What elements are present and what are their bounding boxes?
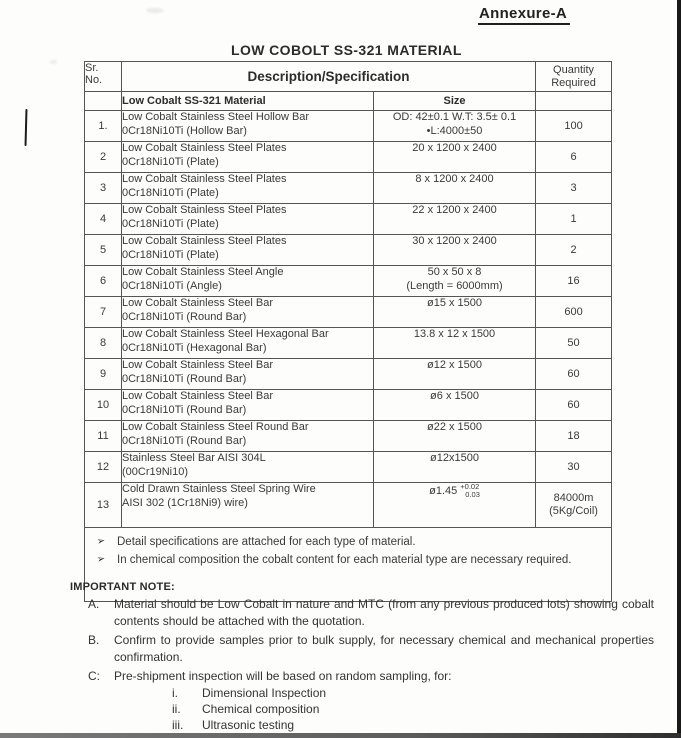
qty-value: 100 — [564, 119, 583, 132]
size-cell — [374, 142, 536, 173]
table-row — [85, 142, 612, 173]
size-cell — [374, 235, 536, 266]
size-cell — [374, 390, 536, 421]
qty-value: 6 — [570, 150, 577, 163]
size-line1: 50 x 50 x 8 — [427, 266, 482, 278]
header-sr-no — [85, 62, 122, 92]
table-row — [85, 359, 612, 390]
qty-cell — [536, 297, 612, 328]
description-cell — [122, 204, 374, 235]
note-sub-item — [172, 685, 654, 701]
description-cell — [122, 390, 374, 421]
description-line2: 0Cr18Ni10Ti (Round Bar) — [122, 310, 247, 323]
qty-cell — [536, 328, 612, 359]
header-sr-line1: Sr. — [85, 62, 99, 74]
sub-item-label: i. — [172, 686, 178, 700]
sr-cell: 6 — [85, 266, 122, 297]
scan-edge-bottom — [0, 733, 681, 738]
subheader-size: Size — [374, 92, 536, 111]
description-cell — [122, 142, 374, 173]
size-line1: ø12 x 1500 — [426, 359, 483, 371]
subheader-empty-qty — [536, 92, 612, 111]
description-cell — [122, 235, 374, 266]
sub-item-text: Ultrasonic testing — [202, 718, 295, 732]
qty-value: 30 — [567, 460, 580, 473]
size-line2: (Length = 6000mm) — [406, 279, 503, 292]
pen-mark-artifact — [25, 109, 28, 146]
note-label: B. — [88, 633, 100, 647]
description-cell — [122, 421, 374, 452]
description-line1: Low Cobalt Stainless Steel Round Bar — [122, 421, 309, 433]
sr-cell: 8 — [85, 328, 122, 359]
description-line2: 0Cr18Ni10Ti (Plate) — [122, 186, 219, 199]
qty-value: 60 — [567, 367, 580, 380]
tolerance-minus: 0.03 — [465, 490, 480, 499]
sr-cell: 13 — [85, 483, 122, 528]
size-line1: ø1.45 +0.02 0.03 — [429, 482, 480, 499]
sr-cell: 9 — [85, 359, 122, 390]
size-cell — [374, 452, 536, 483]
table-row — [85, 111, 612, 142]
qty-value: 18 — [567, 429, 580, 442]
description-line2: 0Cr18Ni10Ti (Hollow Bar) — [122, 124, 247, 137]
description-cell — [122, 297, 374, 328]
sr-cell: 7 — [85, 297, 122, 328]
description-line2: 0Cr18Ni10Ti (Round Bar) — [122, 434, 247, 447]
arrow-bullet-icon — [97, 551, 117, 569]
arrow-bullet-icon — [97, 533, 117, 551]
qty-value: 1 — [570, 212, 577, 225]
note-text: Confirm to provide samples prior to bulk supply, for necessary chemical and mechanical properties confirmation. — [114, 633, 654, 664]
important-note-heading: IMPORTANT NOTE: — [70, 581, 175, 593]
qty-value: 50 — [567, 336, 580, 349]
note-label: A. — [88, 597, 100, 611]
header-qty-line2: Required — [551, 76, 596, 89]
size-cell — [374, 359, 536, 390]
sr-cell: 2 — [85, 142, 122, 173]
scan-edge-right — [677, 0, 681, 738]
size-line1: 30 x 1200 x 2400 — [412, 235, 497, 247]
sr-cell: 12 — [85, 452, 122, 483]
size-line2: •L:4000±50 — [426, 124, 483, 137]
description-line1: Low Cobalt Stainless Steel Angle — [122, 266, 284, 278]
table-subheader-row — [85, 92, 612, 111]
annexure-label: Annexure-A — [478, 5, 570, 25]
size-line1: 13.8 x 12 x 1500 — [413, 328, 496, 340]
tolerance-plus: +0.02 — [460, 482, 480, 491]
qty-cell — [536, 421, 612, 452]
size-line1: OD: 42±0.1 W.T: 3.5± 0.1 — [392, 111, 517, 123]
description-line2: 0Cr18Ni10Ti (Plate) — [122, 217, 219, 230]
qty-value: 2 — [570, 243, 577, 256]
sub-item-text: Chemical composition — [202, 702, 320, 716]
description-line1: Cold Drawn Stainless Steel Spring Wire — [122, 483, 316, 495]
description-line2: 0Cr18Ni10Ti (Round Bar) — [122, 403, 247, 416]
qty-unit: (5Kg/Coil) — [549, 505, 598, 517]
description-line2: (00Cr19Ni10) — [122, 465, 189, 478]
header-description: Description/Specification — [122, 62, 536, 92]
size-line1: ø6 x 1500 — [430, 390, 479, 402]
size-cell — [374, 328, 536, 359]
scan-smudge — [50, 60, 57, 64]
table-footnote — [97, 533, 601, 551]
description-cell — [122, 111, 374, 142]
table-footnote — [97, 551, 601, 569]
sub-item-label: iii. — [172, 718, 184, 732]
note-text: Pre-shipment inspection will be based on random sampling, for: — [114, 669, 452, 683]
qty-cell — [536, 111, 612, 142]
description-cell — [122, 328, 374, 359]
size-cell — [374, 266, 536, 297]
table-row — [85, 204, 612, 235]
qty-value: 84000m — [553, 492, 594, 504]
header-quantity — [536, 62, 612, 92]
description-line1: Low Cobalt Stainless Steel Bar — [122, 390, 274, 402]
header-qty-line1: Quantity — [553, 63, 594, 76]
size-cell — [374, 173, 536, 204]
size-line1: ø12x1500 — [430, 452, 479, 464]
footnote-text: Detail specifications are attached for each type of material. — [117, 536, 416, 548]
qty-cell — [536, 483, 612, 528]
description-line1: Low Cobalt Stainless Steel Hexagonal Bar — [122, 328, 329, 340]
scan-smudge — [170, 728, 180, 731]
description-line1: Low Cobalt Stainless Steel Plates — [122, 173, 287, 185]
subheader-empty-sr — [85, 92, 122, 111]
size-cell — [374, 483, 536, 528]
footnote-text: In chemical composition the cobalt content for each material type are necessary required. — [117, 554, 572, 566]
description-line2: 0Cr18Ni10Ti (Round Bar) — [122, 372, 247, 385]
note-label: C: — [88, 669, 100, 683]
description-line2: 0Cr18Ni10Ti (Plate) — [122, 248, 219, 261]
table-row — [85, 297, 612, 328]
description-cell — [122, 483, 374, 528]
note-item — [60, 632, 654, 666]
table-row — [85, 266, 612, 297]
qty-value: 16 — [567, 274, 580, 287]
description-cell — [122, 452, 374, 483]
note-sub-items — [60, 685, 654, 733]
qty-cell — [536, 359, 612, 390]
description-cell — [122, 173, 374, 204]
scan-smudge — [146, 8, 164, 13]
size-cell — [374, 297, 536, 328]
size-line1: 22 x 1200 x 2400 — [412, 204, 497, 216]
table-row — [85, 328, 612, 359]
table-row — [85, 173, 612, 204]
description-line1: Low Cobalt Stainless Steel Plates — [122, 204, 287, 216]
description-cell — [122, 359, 374, 390]
qty-cell — [536, 452, 612, 483]
important-notes-section — [60, 580, 654, 733]
size-cell — [374, 204, 536, 235]
note-item — [60, 596, 654, 630]
description-line2: AISI 302 (1Cr18Ni9) wire) — [122, 496, 248, 509]
qty-value: 3 — [570, 181, 577, 194]
description-line2: 0Cr18Ni10Ti (Angle) — [122, 279, 222, 292]
qty-cell — [536, 204, 612, 235]
size-tolerance — [460, 483, 480, 499]
table-row — [85, 390, 612, 421]
description-line1: Low Cobalt Stainless Steel Plates — [122, 235, 287, 247]
note-sub-item — [172, 701, 654, 717]
note-sub-item — [172, 717, 654, 733]
description-line1: Low Cobalt Stainless Steel Bar — [122, 359, 274, 371]
material-table — [84, 61, 612, 602]
description-line2: 0Cr18Ni10Ti (Hexagonal Bar) — [122, 341, 267, 354]
qty-cell — [536, 235, 612, 266]
sr-cell: 11 — [85, 421, 122, 452]
note-items — [60, 596, 654, 685]
sr-cell: 3 — [85, 173, 122, 204]
document-title: LOW COBOLT SS-321 MATERIAL — [231, 42, 462, 58]
size-line1: ø15 x 1500 — [426, 297, 483, 309]
qty-cell — [536, 266, 612, 297]
qty-value: 600 — [564, 305, 583, 318]
note-text: Material should be Low Cobalt in nature and MTC (from any previous produced lots) showing cobalt contents should be attached with the quotation. — [114, 597, 654, 628]
size-line1: 8 x 1200 x 2400 — [415, 173, 494, 185]
qty-cell — [536, 142, 612, 173]
sr-cell: 5 — [85, 235, 122, 266]
sr-cell: 4 — [85, 204, 122, 235]
header-sr-line2: No. — [85, 74, 103, 86]
qty-value: 60 — [567, 398, 580, 411]
subheader-material: Low Cobalt SS-321 Material — [122, 92, 374, 111]
description-line1: Low Cobalt Stainless Steel Hollow Bar — [122, 111, 310, 123]
description-line2: 0Cr18Ni10Ti (Plate) — [122, 155, 219, 168]
note-item — [60, 668, 654, 685]
table-row — [85, 452, 612, 483]
qty-cell — [536, 173, 612, 204]
size-cell — [374, 111, 536, 142]
table-row — [85, 235, 612, 266]
table-row — [85, 421, 612, 452]
description-line1: Stainless Steel Bar AISI 304L — [122, 452, 266, 464]
arrow-bullet-glyph: ➢ — [95, 535, 107, 548]
sub-item-text: Dimensional Inspection — [202, 686, 327, 700]
sub-item-label: ii. — [172, 702, 181, 716]
description-line1: Low Cobalt Stainless Steel Plates — [122, 142, 287, 154]
sr-cell: 1. — [85, 111, 122, 142]
qty-cell — [536, 390, 612, 421]
table-row — [85, 483, 612, 528]
description-cell — [122, 266, 374, 297]
sr-cell: 10 — [85, 390, 122, 421]
size-line1: 20 x 1200 x 2400 — [412, 142, 497, 154]
size-cell — [374, 421, 536, 452]
table-header-row — [85, 62, 612, 92]
size-line1: ø22 x 1500 — [426, 421, 483, 433]
description-line1: Low Cobalt Stainless Steel Bar — [122, 297, 274, 309]
arrow-bullet-glyph: ➢ — [95, 553, 107, 566]
